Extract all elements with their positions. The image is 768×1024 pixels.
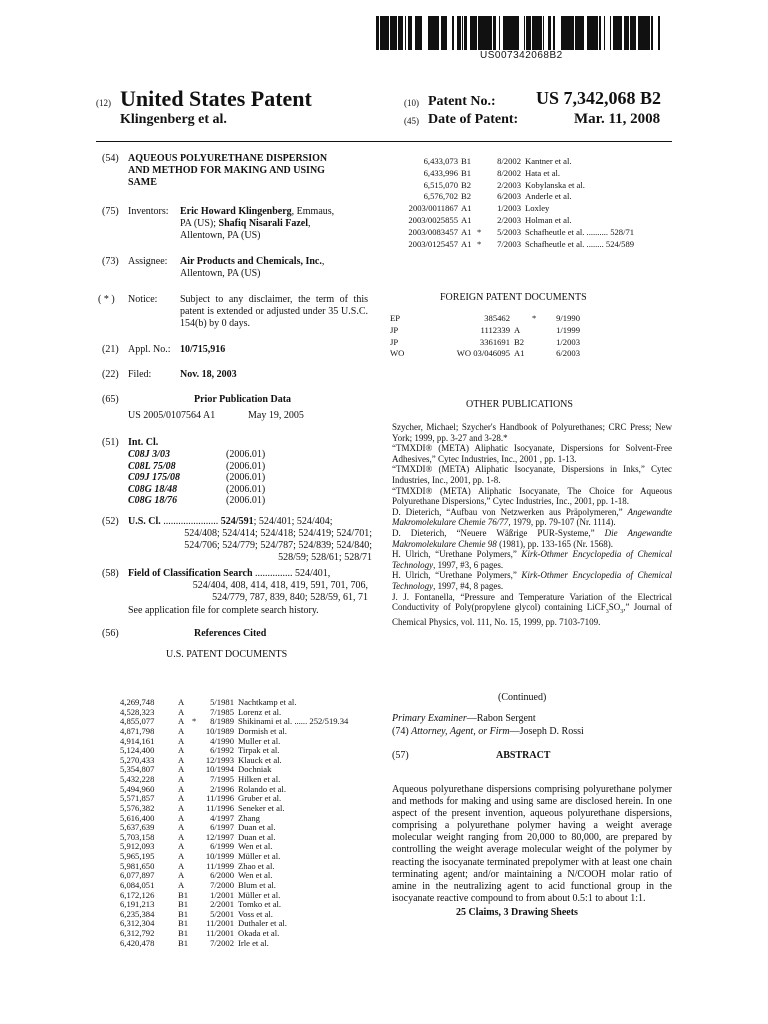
ref-number: 2003/0025855 xyxy=(408,214,458,225)
foreign-heading: FOREIGN PATENT DOCUMENTS xyxy=(440,292,587,303)
ref-name: Schafheutle et al. ........ 524/589 xyxy=(525,238,635,249)
ref-name: Loxley xyxy=(525,203,550,214)
ref-kind: A xyxy=(178,879,185,890)
foreign-star xyxy=(532,348,542,360)
ref-date: 11/1996 xyxy=(206,793,234,804)
continued-label: (Continued) xyxy=(498,692,547,703)
field-57-label: (57) xyxy=(392,750,409,761)
ref-kind: B1 xyxy=(178,889,189,900)
ref-date: 10/1989 xyxy=(205,725,234,736)
ref-number: 6,312,304 xyxy=(120,918,155,929)
int-cl-version: (2006.01) xyxy=(226,472,266,484)
ref-name: Duan et al. xyxy=(238,831,276,842)
ref-number: 6,312,792 xyxy=(120,928,155,938)
filed-label: Filed: xyxy=(128,369,152,380)
int-cl-version: (2006.01) xyxy=(226,483,266,495)
ref-number: 6,420,478 xyxy=(120,937,155,948)
us-cl: U.S. Cl. ...................... 524/591; 524/401; 524/404; xyxy=(128,516,333,527)
ref-star xyxy=(192,842,200,852)
ref-number: 5,965,195 xyxy=(120,851,155,861)
notice-text: Subject to any disclaimer, the term of this patent is extended or adjusted under 35 U.S.C. 154(b) by 0 days. xyxy=(180,294,368,330)
ref-kind: B1 xyxy=(178,928,189,938)
ref-kind: A xyxy=(178,851,185,861)
field-75-label: (75) xyxy=(102,206,119,217)
ref-name: Dormish et al. xyxy=(238,725,287,736)
table-row xyxy=(392,191,672,203)
foreign-date: 1/2003 xyxy=(556,336,580,347)
ref-star xyxy=(477,156,487,168)
ref-star xyxy=(192,862,200,872)
int-cl-row xyxy=(128,484,265,496)
references-heading: References Cited xyxy=(194,628,267,639)
appl-no-label: Appl. No.: xyxy=(128,344,171,355)
table-row xyxy=(392,203,672,215)
int-cl-row xyxy=(128,472,265,484)
ref-number: 4,269,748 xyxy=(120,697,155,707)
appl-no: 10/715,916 xyxy=(180,344,226,355)
foreign-number: 3361691 xyxy=(479,336,510,347)
ref-name: Hilken et al. xyxy=(238,774,281,784)
ref-number: 5,354,807 xyxy=(120,764,155,775)
ref-name: Nachtkamp et al. xyxy=(238,697,297,707)
ref-number: 2003/0125457 xyxy=(408,238,458,249)
ref-name: Wen et al. xyxy=(238,870,273,881)
prior-pub-number: US 2005/0107564 A1 xyxy=(128,410,216,421)
ref-kind: A xyxy=(178,774,185,784)
field-52-label: (52) xyxy=(102,516,119,527)
ref-name: Irle et al. xyxy=(238,937,269,948)
ref-kind: A xyxy=(178,793,185,804)
ref-name: Wen et al. xyxy=(238,841,273,852)
ref-number: 5,494,960 xyxy=(120,783,155,794)
ref-date: 7/2000 xyxy=(210,879,234,890)
ref-star xyxy=(192,785,200,795)
ref-date: 4/1997 xyxy=(210,812,234,823)
foreign-date: 1/1999 xyxy=(556,324,580,335)
ref-kind: B1 xyxy=(178,937,189,948)
table-row xyxy=(392,156,672,168)
ref-kind: A xyxy=(178,822,185,833)
ref-number: 5,576,382 xyxy=(120,802,155,813)
ref-date: 6/1999 xyxy=(210,841,234,852)
ref-kind: A xyxy=(178,716,185,727)
ref-star: * xyxy=(477,226,482,237)
ref-star xyxy=(192,939,200,949)
table-row xyxy=(390,337,580,349)
ref-date: 7/2002 xyxy=(210,937,234,948)
ref-star xyxy=(192,823,200,833)
int-cl-code: C08J 3/03 xyxy=(128,449,170,460)
notice-label: Notice: xyxy=(128,294,158,305)
ref-star xyxy=(192,833,200,843)
ref-star xyxy=(477,215,487,227)
assignee-label: Assignee: xyxy=(128,256,168,267)
ref-name: Müller et al. xyxy=(238,851,281,861)
publication-entry: Szycher, Michael; Szycher's Handbook of Polyurethanes; CRC Press; New York; 1999, pp. 3-27 and 3-28.* xyxy=(392,422,672,443)
ref-star xyxy=(192,737,200,747)
patent-number: US 7,342,068 B2 xyxy=(536,88,662,108)
ref-date: 5/1981 xyxy=(210,697,234,707)
ref-name: Zhang xyxy=(238,812,260,823)
ref-star xyxy=(192,804,200,814)
field-54-label: (54) xyxy=(102,153,119,164)
int-cl-code: C08G 18/48 xyxy=(128,483,178,495)
ref-star xyxy=(477,180,487,192)
ref-star: * xyxy=(192,716,197,727)
ref-kind: A xyxy=(178,831,185,842)
inventors-label: Inventors: xyxy=(128,206,169,217)
publication-entry: D. Dieterich, “Neuere Wäßrige PUR-Systeme,” Die Angewandte Makromolekulare Chemie 98 (1981), pp. 133-165 (Nr. 1568). xyxy=(392,527,672,549)
ref-date: 8/2002 xyxy=(497,156,521,166)
ref-number: 5,616,400 xyxy=(120,812,155,823)
ref-date: 11/1999 xyxy=(206,860,234,871)
ref-number: 5,703,158 xyxy=(120,831,155,842)
us-references-table xyxy=(120,698,380,948)
ref-name: Hata et al. xyxy=(525,167,561,178)
int-cl-label: Int. Cl. xyxy=(128,437,159,448)
ref-number: 6,084,051 xyxy=(120,879,155,890)
table-row xyxy=(392,215,672,227)
foreign-number: WO 03/046095 xyxy=(456,348,510,359)
ref-kind: A xyxy=(178,802,185,813)
ref-name: Anderle et al. xyxy=(525,191,572,202)
ref-number: 4,528,323 xyxy=(120,706,155,717)
ref-number: 6,433,996 xyxy=(423,167,458,178)
int-cl-code: C09J 175/08 xyxy=(128,472,180,484)
ref-name: Duthaler et al. xyxy=(238,918,287,929)
ref-date: 7/1995 xyxy=(210,774,234,784)
table-row xyxy=(392,239,672,251)
foreign-kind: B2 xyxy=(514,336,525,347)
claims-summary: 25 Claims, 3 Drawing Sheets xyxy=(456,907,578,918)
ref-number: 6,191,213 xyxy=(120,899,155,910)
ref-date: 2/2003 xyxy=(497,214,521,225)
field-10-label: (10) xyxy=(404,98,419,108)
ref-name: Tirpak et al. xyxy=(238,745,280,756)
ref-number: 5,912,093 xyxy=(120,841,155,852)
ref-kind: A xyxy=(178,725,185,736)
publication-entry: “TMXDI® (META) Aliphatic Isocyanate, The Choice for Aqueous Polyurethane Dispersions,” Cytec Industries, Inc., 2001, pp. 1-18. xyxy=(392,485,672,507)
ref-date: 12/1993 xyxy=(205,754,234,765)
publication-entry: H. Ulrich, “Urethane Polymers,” Kirk-Othmer Encyclopedia of Chemical Technology, 1997, #3, 6 pages. xyxy=(392,549,673,570)
ref-kind: B1 xyxy=(461,167,472,178)
invention-title: AQUEOUS POLYURETHANE DISPERSION AND METHOD FOR MAKING AND USING SAME xyxy=(128,153,328,189)
ref-name: Zhao et al. xyxy=(238,860,275,871)
filed-date: Nov. 18, 2003 xyxy=(180,369,237,380)
ref-kind: A xyxy=(178,735,185,746)
ref-date: 2/2003 xyxy=(497,179,521,190)
ref-star xyxy=(192,900,200,910)
foreign-number: 385462 xyxy=(484,313,510,323)
ref-kind: B1 xyxy=(178,918,189,929)
ref-kind: A1 xyxy=(461,214,472,225)
int-cl-version: (2006.01) xyxy=(226,460,266,472)
field-21-label: (21) xyxy=(102,344,119,355)
ref-kind: A xyxy=(178,841,185,852)
publication-entry: H. Ulrich, “Urethane Polymers,” Kirk-Othmer Encyclopedia of Chemical Technology, 1997, #4, 8 pages. xyxy=(392,570,673,591)
table-row xyxy=(390,313,580,325)
ref-date: 5/2003 xyxy=(497,226,521,237)
table-row xyxy=(390,325,580,337)
ref-kind: B1 xyxy=(178,899,189,910)
inventors-list: Eric Howard Klingenberg, Emmaus, PA (US); Shafiq Nisarali Fazel, Allentown, PA (US) xyxy=(180,206,335,242)
notice-num-label: ( * ) xyxy=(98,294,115,305)
ref-number: 5,270,433 xyxy=(120,754,155,765)
ref-number: 5,637,639 xyxy=(120,822,155,833)
foreign-references-table xyxy=(390,313,580,360)
ref-date: 6/2000 xyxy=(210,870,234,881)
foreign-country: JP xyxy=(390,324,399,335)
ref-number: 5,432,228 xyxy=(120,774,155,784)
barcode-image xyxy=(376,16,660,50)
ref-date: 6/1992 xyxy=(210,745,234,756)
ref-date: 6/1997 xyxy=(210,822,234,833)
table-row xyxy=(120,939,380,949)
ref-date: 4/1990 xyxy=(210,735,234,746)
foreign-number: 1112339 xyxy=(480,324,510,335)
ref-date: 7/1985 xyxy=(210,706,234,717)
ref-date: 12/1997 xyxy=(205,831,234,842)
date-of-patent: Mar. 11, 2008 xyxy=(574,111,661,127)
ref-date: 1/2003 xyxy=(497,203,521,214)
ref-star xyxy=(192,775,200,785)
ref-kind: A1 xyxy=(461,226,472,237)
ref-kind: B2 xyxy=(461,179,472,190)
ref-kind: A1 xyxy=(461,203,472,214)
ref-star xyxy=(192,814,200,824)
ref-star xyxy=(192,881,200,891)
ref-number: 4,871,798 xyxy=(120,725,155,736)
ref-name: Voss et al. xyxy=(238,908,273,919)
ref-star xyxy=(192,765,200,775)
field-73-label: (73) xyxy=(102,256,119,267)
int-cl-code: C08G 18/76 xyxy=(128,495,178,507)
int-cl-row xyxy=(128,449,265,461)
table-row xyxy=(392,168,672,180)
table-row xyxy=(392,180,672,192)
foreign-country: JP xyxy=(390,336,399,347)
ref-kind: A xyxy=(178,783,185,794)
ref-star xyxy=(192,871,200,881)
inventor-short: Klingenberg et al. xyxy=(120,112,227,127)
ref-name: Rolando et al. xyxy=(238,783,286,794)
ref-date: 8/1989 xyxy=(210,716,234,727)
ref-name: Shikinami et al. ...... 252/519.34 xyxy=(238,716,349,727)
see-application: See application file for complete search history. xyxy=(128,605,319,616)
field-45-label: (45) xyxy=(404,116,419,126)
other-publications xyxy=(392,422,672,628)
publication-entry: “TMXDI® (META) Aliphatic Isocyanate, Dispersions for Solvent-Free Adhesives,” Cytec Industries, Inc., 2001 , pp. 1-13. xyxy=(392,443,672,464)
ref-number: 6,515,070 xyxy=(423,179,458,190)
ref-kind: A xyxy=(178,870,185,881)
ref-date: 2/2001 xyxy=(210,899,234,910)
ref-star xyxy=(192,746,200,756)
publication-entry: J. J. Fontanella, “Pressure and Temperature Variation of the Electrical Conductivity of Poly(propylene glycol) containing $LiCF_3SO_3$,” Journal of Chemical Physics, vol. 111, No. 15, 1999, pp. 7103-7109. xyxy=(392,591,672,628)
foreign-date: 9/1990 xyxy=(556,313,580,323)
ref-kind: B1 xyxy=(461,156,472,166)
ref-number: 6,172,126 xyxy=(120,889,155,900)
ref-star xyxy=(192,929,200,939)
ref-number: 5,981,650 xyxy=(120,860,155,871)
ref-date: 7/2003 xyxy=(497,238,521,249)
abstract-heading: ABSTRACT xyxy=(496,750,551,761)
field-65-label: (65) xyxy=(102,394,119,405)
ref-date: 1/2001 xyxy=(210,889,234,900)
int-cl-version: (2006.01) xyxy=(226,495,266,507)
primary-examiner: Primary Examiner—Rabon Sergent xyxy=(392,713,536,724)
ref-name: Lorenz et al. xyxy=(238,706,282,717)
us-cl-continued: 524/408; 524/414; 524/418; 524/419; 524/701; 524/706; 524/779; 524/787; 524/839; 524/840; 528/59; 528/61; 528/71 xyxy=(184,528,372,564)
us-references-continued-table xyxy=(392,156,672,250)
ref-number: 2003/0083457 xyxy=(408,226,458,237)
ref-name: Schafheutle et al. .......... 528/71 xyxy=(525,226,635,237)
prior-pub-date: May 19, 2005 xyxy=(248,410,304,421)
foreign-kind xyxy=(510,313,532,325)
ref-star xyxy=(477,203,487,215)
ref-date: 8/2002 xyxy=(497,167,521,178)
field-12-label: (12) xyxy=(96,98,111,108)
ref-date: 10/1994 xyxy=(205,764,234,775)
ref-star xyxy=(477,168,487,180)
ref-star xyxy=(192,794,200,804)
header-rule xyxy=(96,141,672,142)
ref-number: 4,914,161 xyxy=(120,735,155,746)
ref-kind: A xyxy=(178,860,185,871)
table-row xyxy=(390,348,580,360)
ref-kind: A xyxy=(178,754,185,765)
ref-name: Okada et al. xyxy=(238,928,280,938)
assignee: Air Products and Chemicals, Inc., Allentown, PA (US) xyxy=(180,256,325,280)
us-patent-documents-heading: U.S. PATENT DOCUMENTS xyxy=(166,649,288,660)
field-51-label: (51) xyxy=(102,437,119,448)
int-cl-version: (2006.01) xyxy=(226,449,266,460)
ref-name: Seneker et al. xyxy=(238,802,285,813)
ref-number: 6,433,073 xyxy=(423,156,458,166)
ref-date: 6/2003 xyxy=(497,191,521,202)
foreign-country: EP xyxy=(390,313,401,323)
ref-name: Dochniak xyxy=(238,764,272,775)
foreign-country: WO xyxy=(390,348,405,359)
foreign-kind: A1 xyxy=(514,348,525,359)
ref-name: Muller et al. xyxy=(238,735,281,746)
ref-date: 5/2001 xyxy=(210,908,234,919)
ref-star xyxy=(477,191,487,203)
patent-no-label: Patent No.: xyxy=(428,94,496,109)
ref-number: 6,235,384 xyxy=(120,908,155,919)
ref-kind: A xyxy=(178,764,185,775)
foreign-star: * xyxy=(532,313,537,323)
ref-number: 6,576,702 xyxy=(423,191,458,202)
foreign-star xyxy=(532,337,542,349)
ref-name: Gruber et al. xyxy=(238,793,282,804)
int-cl-row xyxy=(128,495,265,507)
ref-date: 11/2001 xyxy=(206,918,234,929)
attorney: (74) Attorney, Agent, or Firm—Joseph D. Rossi xyxy=(392,726,584,737)
foreign-kind: A xyxy=(514,324,521,335)
prior-pub-heading: Prior Publication Data xyxy=(194,394,292,405)
ref-date: 10/1999 xyxy=(205,851,234,861)
field-56-label: (56) xyxy=(102,628,119,639)
ref-number: 5,124,400 xyxy=(120,745,155,756)
ref-star xyxy=(192,727,200,737)
ref-name: Tomko et al. xyxy=(238,899,282,910)
ref-name: Duan et al. xyxy=(238,822,276,833)
ref-kind: B2 xyxy=(461,191,472,202)
ref-star xyxy=(192,919,200,929)
foreign-star xyxy=(532,325,542,337)
ref-name: Kobylanska et al. xyxy=(525,179,585,190)
field-22-label: (22) xyxy=(102,369,119,380)
ref-name: Müller et al. xyxy=(238,889,281,900)
field-58-label: (58) xyxy=(102,568,119,579)
ref-kind: A xyxy=(178,706,185,717)
publication-entry: “TMXDI® (META) Aliphatic Isocyanate, Dispersions in Inks,” Cytec Industries, Inc., 2001, pp. 1-8. xyxy=(392,464,672,485)
ref-date: 11/2001 xyxy=(206,928,234,938)
ref-kind: A xyxy=(178,697,185,707)
ref-kind: A1 xyxy=(461,238,472,249)
ref-name: Klauck et al. xyxy=(238,754,282,765)
int-cl-code: C08L 75/08 xyxy=(128,460,176,472)
ref-kind: B1 xyxy=(178,908,189,919)
int-cl-table xyxy=(128,449,265,507)
ref-date: 2/1996 xyxy=(210,783,234,794)
other-publications-heading: OTHER PUBLICATIONS xyxy=(466,399,573,410)
foreign-date: 6/2003 xyxy=(556,348,580,359)
field-of-search: Field of Classification Search ............... 524/401, xyxy=(128,568,331,579)
ref-star xyxy=(192,698,200,708)
ref-kind: A xyxy=(178,745,185,756)
ref-date: 11/1996 xyxy=(206,802,234,813)
ref-kind: A xyxy=(178,812,185,823)
ref-number: 2003/0011867 xyxy=(408,203,458,214)
abstract-text: Aqueous polyurethane dispersions comprising polyurethane polymer and methods for making and using same are disclosed herein. In one aspect of the present invention, aqueous polyurethane dispersions, comprising a polyurethane polymer having a weight average molecular weight ranging from 20,000 to 80,000, are prepared by controlling the weight average molecular weight of the polymer by reacting the isocyanate terminated prepolymer with at least one chain terminating agent; and/or maintaining a N/COOH molar ratio of amine in the neutralizing agent to acid functional group in the isocyanate reactive compound to from about 0.5:1 to about 1:1. xyxy=(392,784,672,904)
ref-number: 6,077,897 xyxy=(120,870,155,881)
ref-name: Kantner et al. xyxy=(525,156,572,166)
field-of-search-continued: 524/404, 408, 414, 418, 419, 591, 701, 706, 524/779, 787, 839, 840; 528/59, 61, 71 xyxy=(192,580,368,604)
table-row xyxy=(392,227,672,239)
ref-number: 5,571,857 xyxy=(120,793,155,804)
ref-star xyxy=(192,891,200,901)
publication-entry: D. Dieterich, “Aufbau von Netzwerken aus Präpolymeren,” Angewandte Makromolekulare Chemie 76/77, 1979, pp. 79-107 (Nr. 1114). xyxy=(392,506,672,528)
publication-number: US007342068B2 xyxy=(480,50,563,61)
ref-name: Blum et al. xyxy=(238,879,276,890)
ref-star: * xyxy=(477,238,482,249)
ref-star xyxy=(192,852,200,862)
date-of-patent-label: Date of Patent: xyxy=(428,112,519,127)
ref-name: Holman et al. xyxy=(525,214,572,225)
ref-number: 4,855,077 xyxy=(120,716,155,727)
patent-title-heading: United States Patent xyxy=(120,86,312,111)
ref-star xyxy=(192,756,200,766)
int-cl-row xyxy=(128,461,265,473)
ref-star xyxy=(192,910,200,920)
